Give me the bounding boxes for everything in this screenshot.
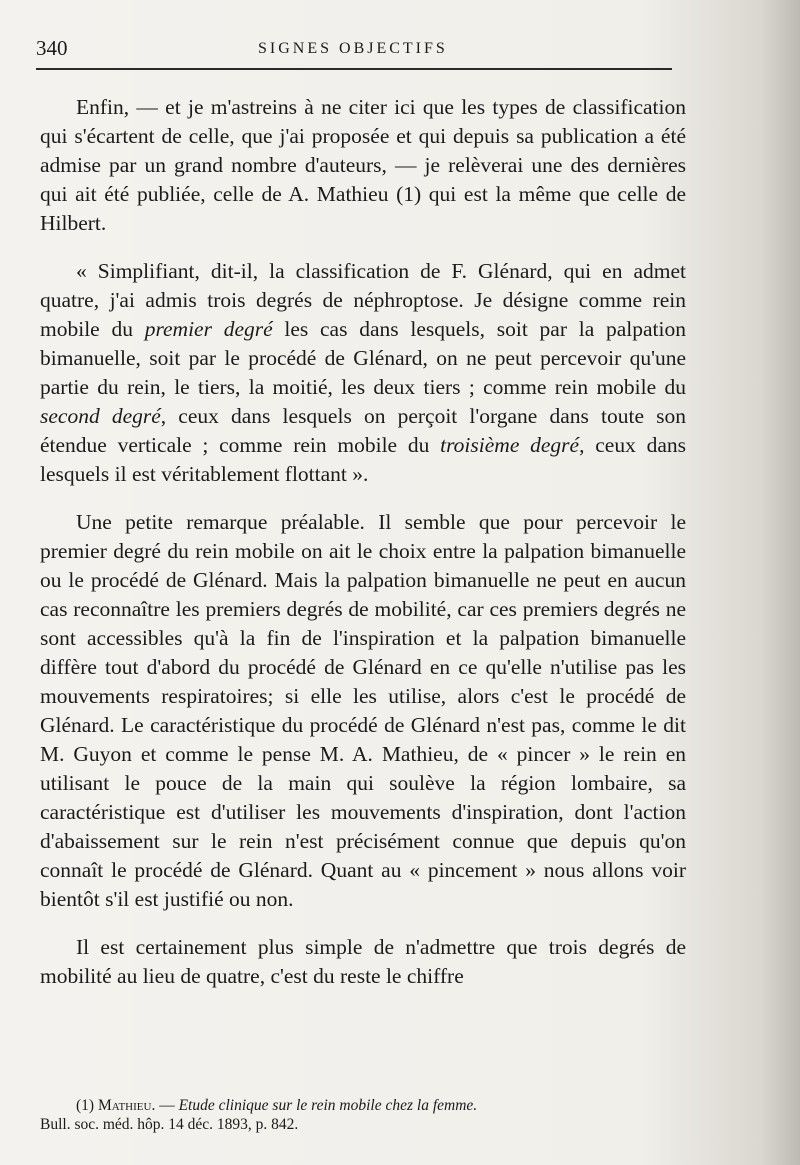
footnote-marker: (1) [76, 1097, 95, 1114]
paragraph-3: Une petite remarque préalable. Il semble que pour percevoir le premier degré du rein mobile on ait le choix entre la palpation bimanuelle ou le procédé de Glénard. Mais la palpation bimanuelle ne peut en aucun cas reconnaître les premiers degrés de mobilité, car ces premiers degrés ne sont accessibles qu'à la fin de l'inspiration et la palpation bimanuelle diffère tout d'abord du procédé de Glénard en ce qu'elle n'utilise pas les mouvements respiratoires; si elle les utilise, alors c'est le procédé de Glénard. Le caractéristique du procédé de Glénard n'est pas, comme le dit M. Guyon et comme le pense M. A. Mathieu, de « pincer » le rein en utilisant le pouce de la main qui soulève la région lombaire, sa caractéristique est d'utiliser les mouvements d'inspiration, dont l'action d'abaissement sur le rein n'est précisément connue que depuis qu'on connaît le procédé de Glénard. Quant au « pincement » nous allons voir bientôt s'il est justifié ou non. [40, 510, 686, 911]
emphasis-troisieme-degre: troisième degré [440, 433, 580, 457]
footnote-title: Etude clinique sur le rein mobile chez la femme. [178, 1097, 478, 1114]
paragraph-4: Il est certainement plus simple de n'admettre que trois degrés de mobilité au lieu de quatre, c'est du reste le chiffre [40, 935, 686, 988]
footnote [40, 1096, 686, 1134]
body-text [40, 93, 686, 991]
paragraph-1: Enfin, — et je m'astreins à ne citer ici que les types de classification qui s'écartent de celle, que j'ai proposée et qui depuis sa publication a été admise par un grand nombre d'auteurs, — je relèverai une des dernières qui ait été publiée, celle de A. Mathieu (1) qui est la même que celle de Hilbert. [40, 95, 686, 235]
footnote-author: Mathieu. [97, 1097, 156, 1114]
page-number: 340 [36, 36, 68, 60]
emphasis-second-degre: second degré [40, 404, 161, 428]
page-header [36, 36, 676, 64]
paragraph-2-quote: « Simplifiant, dit-il, la classification de F. Glénard, qui en admet quatre, j'ai admis trois degrés de néphroptose. Je désigne comme rein mobile du premier degré les cas dans lesquels, soit par la palpation bimanuelle, soit par le procédé de Glénard, on ne peut percevoir qu'une partie du rein, le tiers, la moitié, les deux tiers ; comme rein mobile du second degré, ceux dans lesquels on perçoit l'organe dans toute son étendue verticale ; comme rein mobile du troisième degré, ceux dans lesquels il est véritablement flottant ». [40, 259, 687, 486]
footnote-dash: — [155, 1097, 179, 1114]
header-rule [36, 68, 672, 70]
emphasis-premier-degre: premier degré [144, 317, 273, 341]
footnote-citation: Bull. soc. méd. hôp. 14 déc. 1893, p. 842. [40, 1116, 299, 1133]
running-head: SIGNES OBJECTIFS [258, 40, 448, 57]
